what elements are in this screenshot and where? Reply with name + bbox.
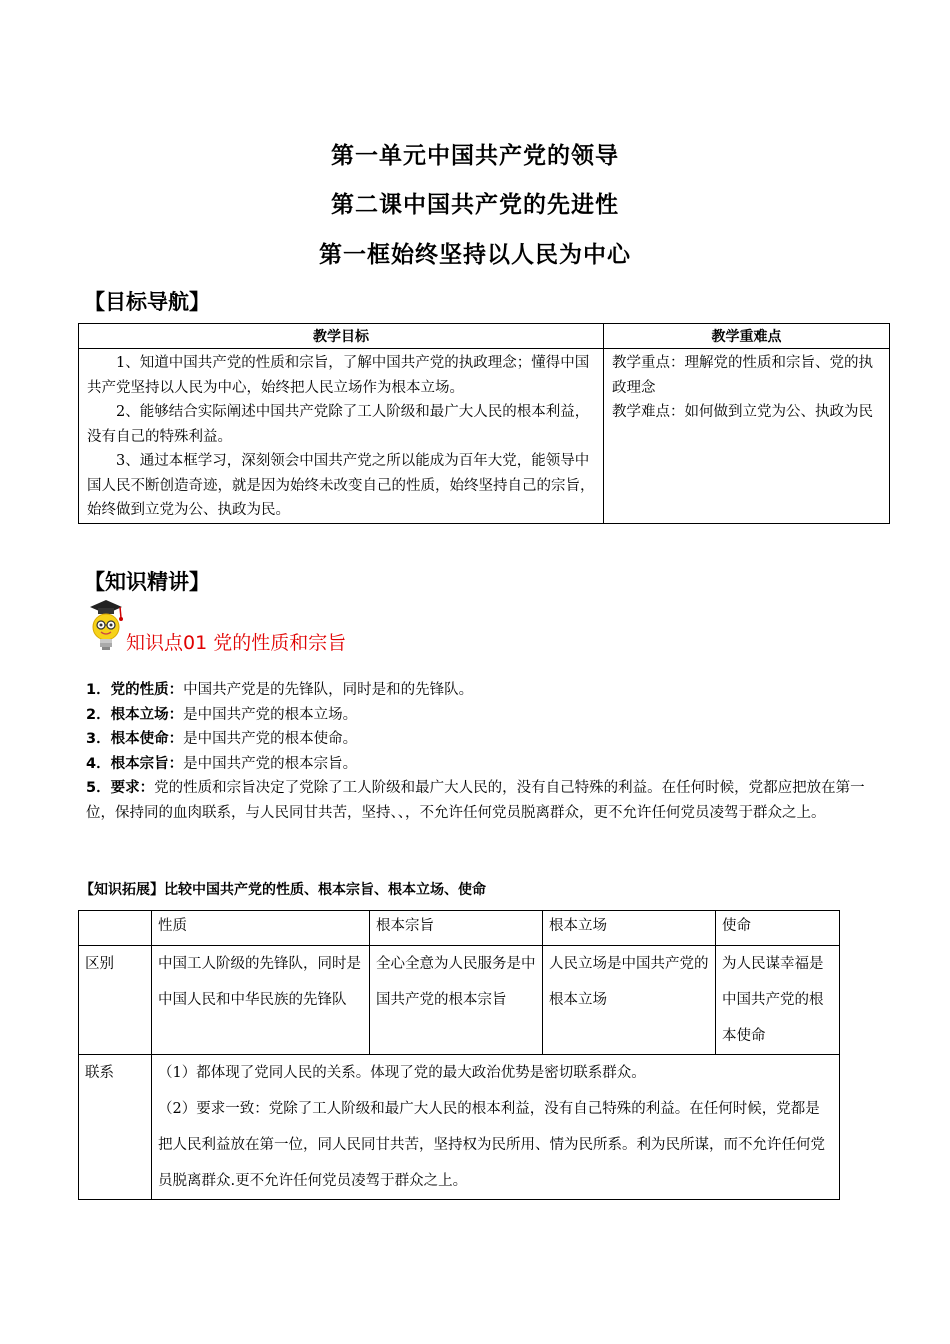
unit-title: 第一单元中国共产党的领导 [331,143,619,169]
frame-title: 第一框始终坚持以人民为中心 [319,242,631,268]
knowledge-point-header [86,598,446,658]
item-label: 根本使命： [110,731,184,747]
lightbulb-graduate-icon [86,598,126,654]
lesson-title: 第二课中国共产党的先进性 [331,192,619,218]
item-text: 党的性质和宗旨决定了党除了工人阶级和最广大人民的，没有自己特殊的利益。在任何时候，党都应把放在第一位，保持同的血肉联系，与人民同甘共苦，坚持、、，不允许任何党员脱离群众，更不允许任何党员凌驾于群众之上。 [86,780,865,821]
link-point-2: （2）要求一致：党除了工人阶级和最广大人民的根本利益，没有自己特殊的利益。在任何时候，党都是把人民利益放在第一位，同人民同甘共苦，坚持权为民所用、情为民所系。利为民所谋，而不允许任何党员脱离群众.更不允许任何党员凌驾于群众之上。 [158,1101,825,1189]
difficult-point: 教学难点：如何做到立党为公、执政为民 [612,404,873,420]
goals-section-heading: 【目标导航】 [84,290,210,314]
list-item [86,703,886,728]
link-point-1: （1）都体现了党同人民的关系。体现了党的最大政治优势是密切联系群众。 [158,1065,646,1081]
goal-col-header: 教学目标 [79,324,604,349]
comparison-table [78,910,840,1200]
item-label: 要求： [110,780,155,796]
list-item [86,752,886,777]
objective-3: 3、通过本框学习，深刻领会中国共产党之所以能成为百年大党，能领导中国人民不断创造奇迹，就是因为始终未改变自己的性质，始终坚持自己的宗旨，始终做到立党为公、执政为民。 [87,453,595,518]
item-text: 中国共产党是的先锋队，同时是和的先锋队。 [183,682,474,698]
objective-1: 1、知道中国共产党的性质和宗旨，了解中国共产党的执政理念；懂得中国共产党坚持以人民为中心，始终把人民立场作为根本立场。 [87,355,590,396]
extension-title: 【知识拓展】比较中国共产党的性质、根本宗旨、根本立场、使命 [80,882,486,898]
item-number: 5． [86,780,111,796]
diff-row-label: 区别 [79,946,152,1055]
goal-table [78,323,890,524]
item-text: 是中国共产党的根本宗旨。 [183,755,358,772]
knowledge-point-title: 知识点01 党的性质和宗旨 [126,632,347,654]
key-point: 教学重点：理解党的性质和宗旨、党的执政理念 [612,355,873,396]
header-cell-empty [79,911,152,946]
knowledge-section-heading: 【知识精讲】 [84,570,210,594]
link-row-label: 联系 [79,1055,152,1200]
item-label: 根本立场： [110,706,184,723]
item-label: 党的性质： [110,682,184,698]
link-cell [152,1055,840,1200]
item-number: 4． [86,755,111,772]
header-cell-stance: 根本立场 [543,911,716,946]
objectives-cell [79,349,604,524]
item-number: 1． [86,682,111,698]
list-item [86,727,886,752]
item-text: 是中国共产党的根本使命。 [183,731,358,747]
header-cell-purpose: 根本宗旨 [370,911,543,946]
diff-cell-nature: 中国工人阶级的先锋队，同时是中国人民和中华民族的先锋队 [152,946,370,1055]
item-text: 是中国共产党的根本立场。 [183,706,358,723]
knowledge-point-list [86,678,886,825]
key-difficult-cell [604,349,890,524]
diff-cell-stance: 人民立场是中国共产党的根本立场 [543,946,716,1055]
item-label: 根本宗旨： [110,755,184,772]
item-number: 2． [86,706,111,723]
diff-cell-purpose: 全心全意为人民服务是中国共产党的根本宗旨 [370,946,543,1055]
list-item [86,776,886,825]
objective-2: 2、能够结合实际阐述中国共产党除了工人阶级和最广大人民的根本利益，没有自己的特殊利益。 [87,404,590,445]
list-item [86,678,886,703]
item-number: 3． [86,731,111,747]
difficulty-col-header: 教学重难点 [604,324,890,349]
header-cell-mission: 使命 [716,911,840,946]
diff-cell-mission: 为人民谋幸福是中国共产党的根本使命 [716,946,840,1055]
header-cell-nature: 性质 [152,911,370,946]
